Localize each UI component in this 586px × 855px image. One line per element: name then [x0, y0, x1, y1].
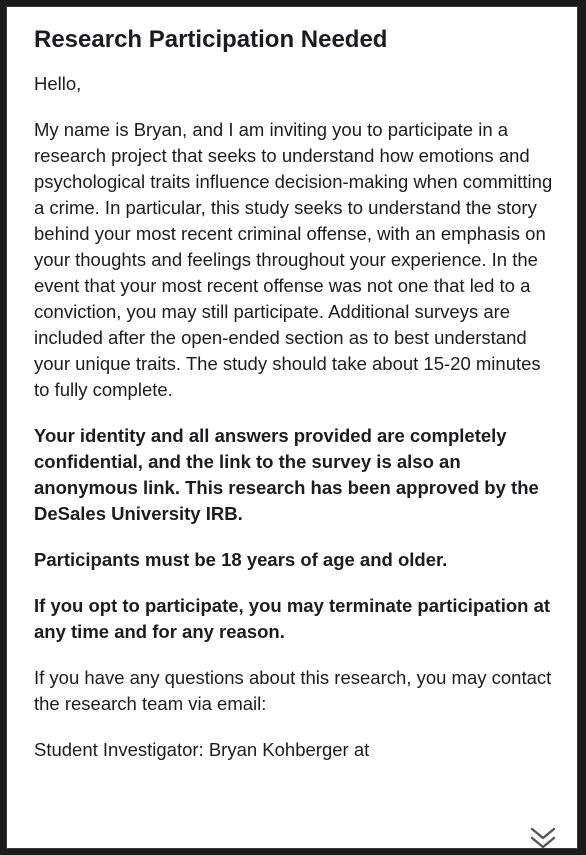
termination-paragraph: If you opt to participate, you may terminate participation at any time and for any reason.: [34, 595, 551, 642]
confidentiality-paragraph: Your identity and all answers provided are completely confidential, and the link to the survey is also an anonymous link. This research has been approved by the DeSales University IRB.: [34, 425, 539, 524]
contact-paragraph: If you have any questions about this research, you may contact the research team via email:: [34, 667, 552, 714]
double-chevron-down-icon[interactable]: [528, 825, 558, 849]
age-requirement-paragraph: Participants must be 18 years of age and older.: [34, 549, 448, 570]
intro-paragraph: My name is Bryan, and I am inviting you to participate in a research project that seeks to understand how emotions and psychological traits influence decision-making when committing a crime. In particular, this study seeks to understand the story behind your most recent criminal offense, with an emphasis on your thoughts and feelings throughout your experience. In the event that your most recent offense was not one that led to a conviction, you may still participate. Additional surveys are included after the open-ended section as to best understand your unique traits. The study should take about 15-20 minutes to fully complete.: [34, 119, 553, 400]
message-body: [34, 25, 559, 783]
message-window: [6, 6, 578, 849]
investigator-line: Student Investigator: Bryan Kohberger at: [34, 739, 370, 760]
page-title: Research Participation Needed: [34, 26, 388, 53]
greeting: Hello,: [34, 73, 82, 94]
